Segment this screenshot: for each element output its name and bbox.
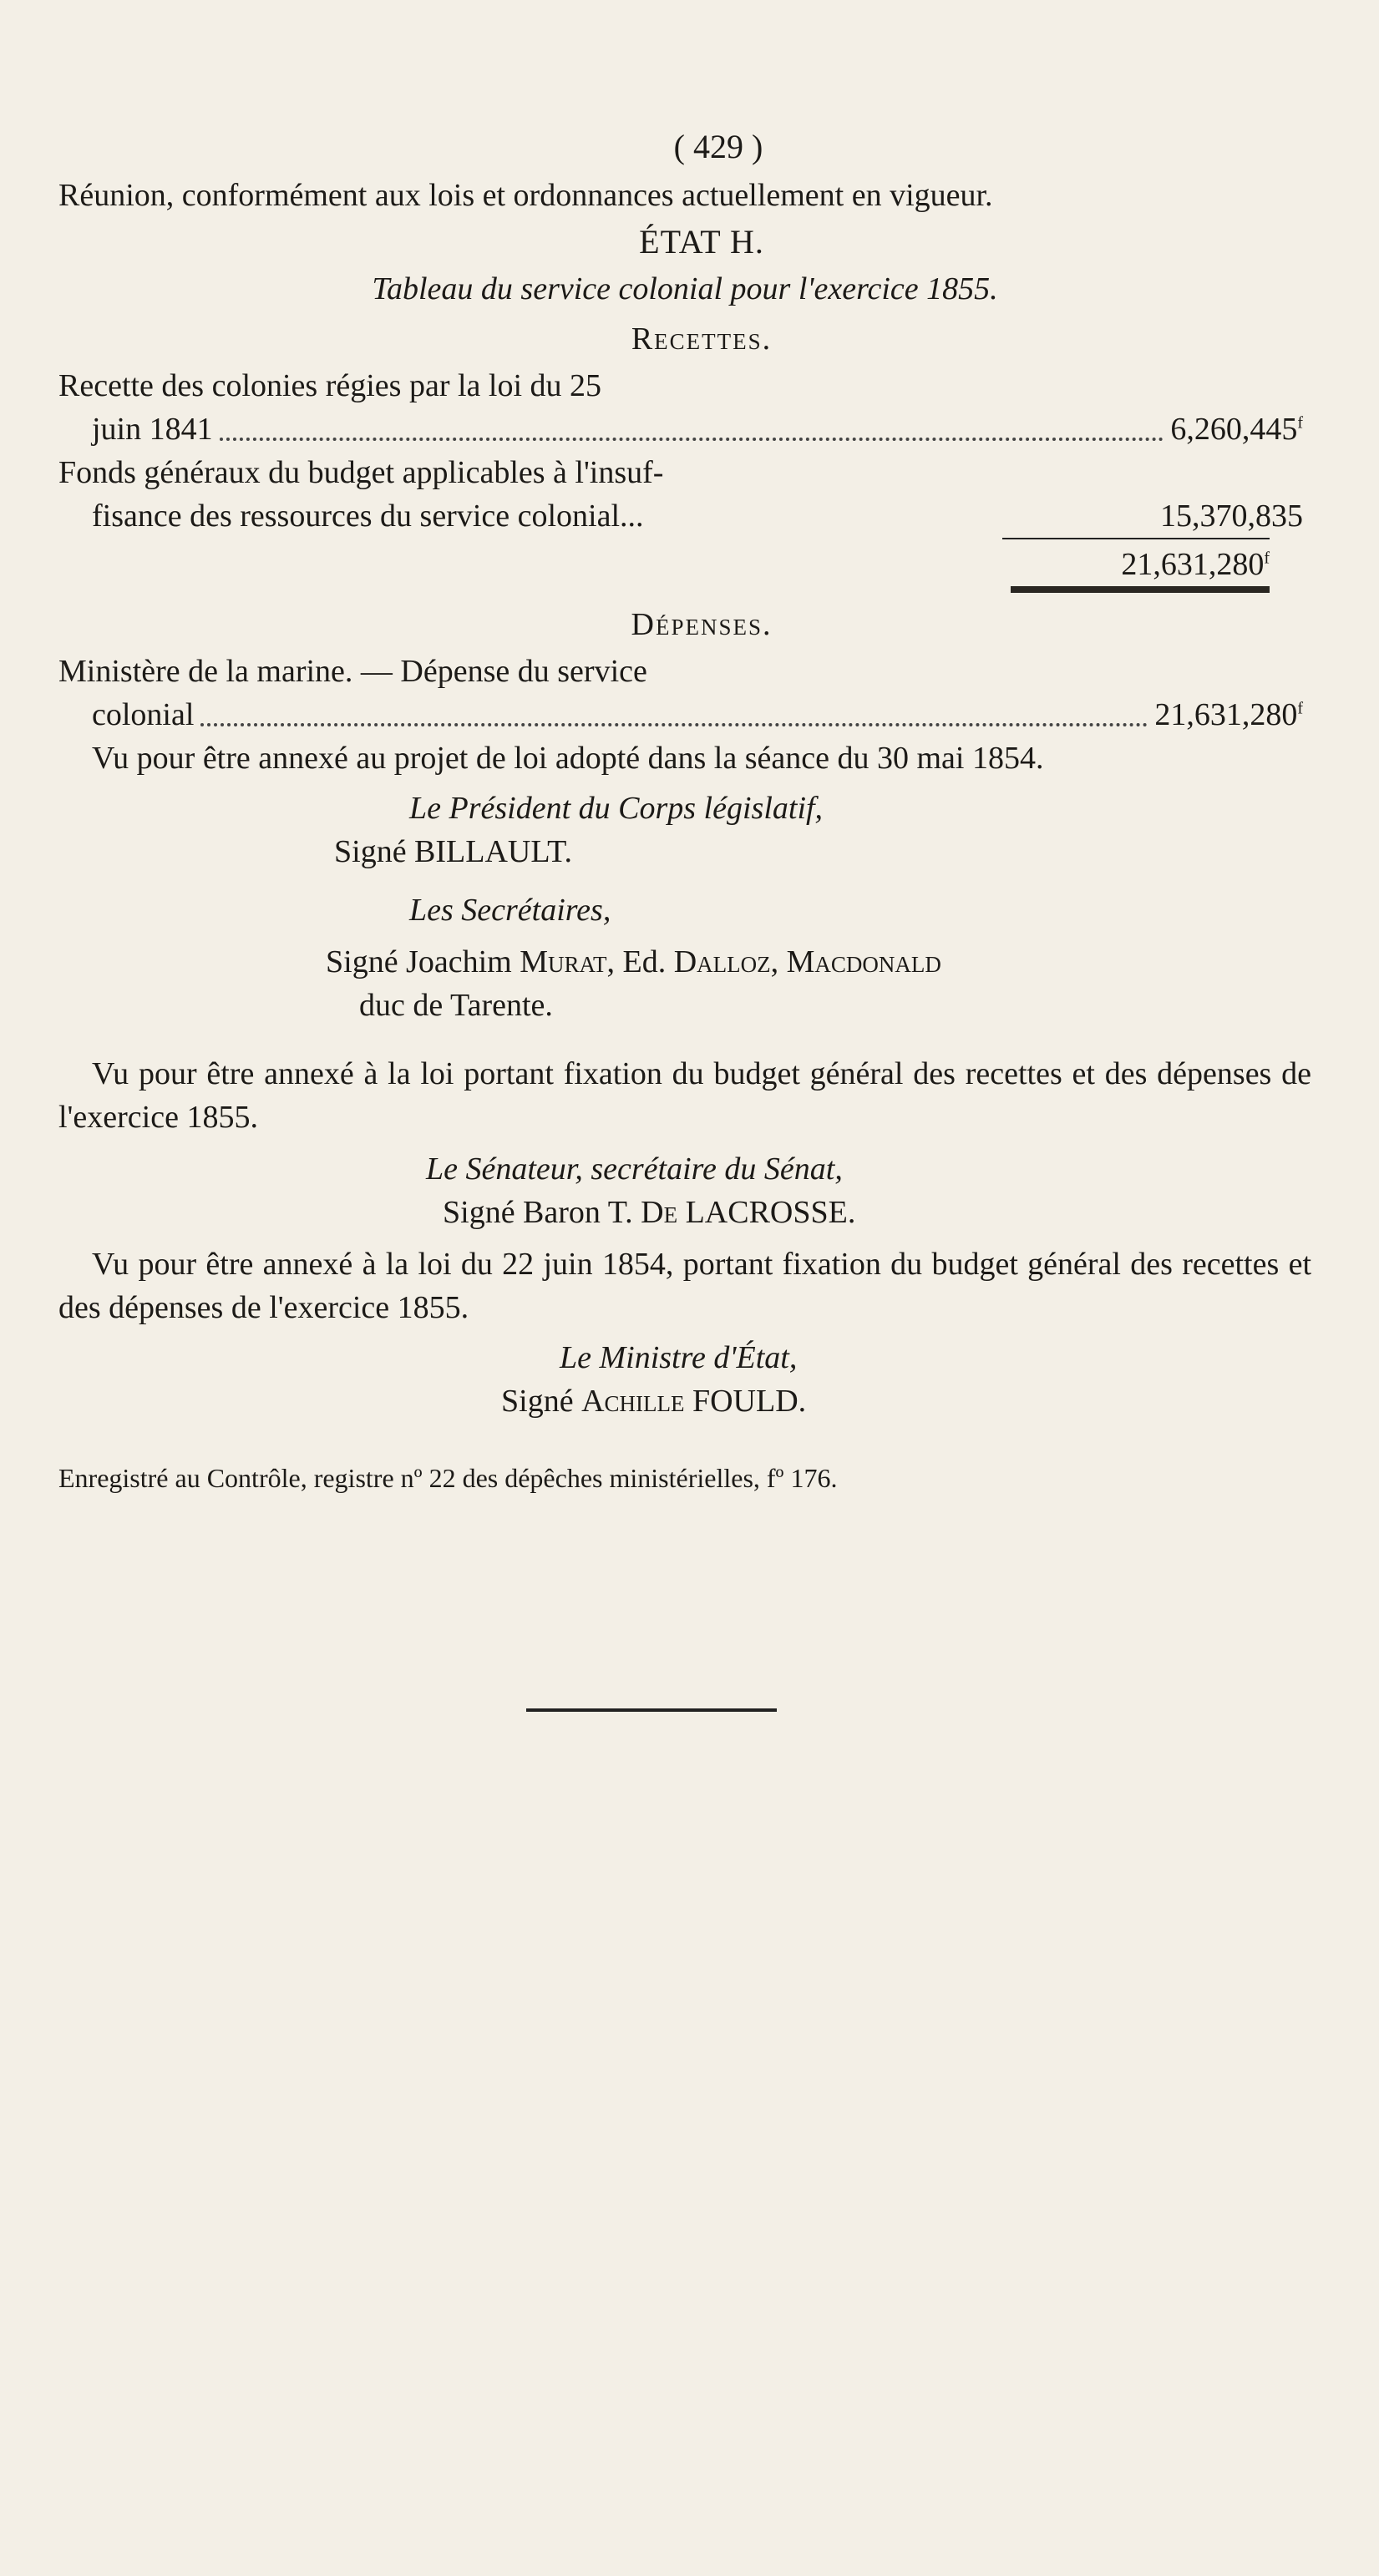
recette-row-1-line1: Recette des colonies régies par la loi du 25	[58, 368, 602, 403]
recettes-heading: Recettes.	[631, 321, 773, 357]
recette-row-1-amount: 6,260,445$^f$	[1170, 412, 1303, 447]
recette-row-1-line2: juin 1841	[92, 412, 213, 447]
depense-amount: 21,631,280$^f$	[1154, 697, 1303, 732]
annex-paragraph-2: Vu pour être annexé à la loi portant fixation du budget général des recettes et des dépenses de l'exercice 1855.	[58, 1056, 1311, 1135]
recettes-total: 21,631,280$^f$	[1121, 547, 1270, 582]
senateur-signature: Signé Baron T. De LACROSSE.	[443, 1195, 856, 1230]
depense-row	[58, 650, 1303, 736]
closing-rule	[526, 1708, 777, 1712]
annex-paragraph-1: Vu pour être annexé au projet de loi adopté dans la séance du 30 mai 1854.	[92, 741, 1044, 776]
page-number: ( 429 )	[673, 128, 763, 165]
recette-row-2-amount: 15,370,835	[1160, 498, 1303, 534]
annex-paragraph-3: Vu pour être annexé à la loi du 22 juin 1854, portant fixation du budget général des recettes et des dépenses de l'exercice 1855.	[58, 1247, 1311, 1325]
leader-dots	[220, 438, 1164, 441]
total-double-rule	[58, 586, 1270, 596]
secretaires-signatures: Signé Joachim Murat, Ed. Dalloz, Macdonald	[326, 944, 941, 979]
table-title: Tableau du service colonial pour l'exercice 1855.	[372, 271, 998, 306]
secretaires-title: Les Secrétaires,	[409, 893, 611, 928]
recette-row-2-line2: fisance des ressources du service colonial...	[92, 498, 644, 534]
leader-dots	[200, 723, 1148, 726]
depense-row-line2: colonial	[92, 697, 195, 732]
depenses-heading: Dépenses.	[631, 607, 773, 642]
recette-row-1	[58, 364, 1303, 451]
president-title: Le Président du Corps législatif,	[409, 791, 824, 826]
recette-row-2	[58, 451, 1303, 538]
recette-row-2-line1: Fonds généraux du budget applicables à l'insuf-	[58, 455, 664, 490]
ministre-signature: Signé Achille FOULD.	[501, 1384, 807, 1419]
registration-footer: Enregistré au Contrôle, registre nº 22 des dépêches ministérielles, fº 176.	[58, 1463, 838, 1493]
president-signature: Signé BILLAULT.	[334, 834, 572, 869]
state-title: ÉTAT H.	[639, 223, 764, 261]
intro-paragraph: Réunion, conformément aux lois et ordonnances actuellement en vigueur.	[58, 178, 993, 213]
sum-rule	[58, 538, 1270, 543]
document-page	[58, 125, 1311, 1712]
secretaires-continuation: duc de Tarente.	[359, 988, 553, 1023]
ministre-title: Le Ministre d'État,	[560, 1340, 798, 1375]
depense-row-line1: Ministère de la marine. — Dépense du service	[58, 654, 647, 689]
senateur-title: Le Sénateur, secrétaire du Sénat,	[426, 1151, 843, 1187]
